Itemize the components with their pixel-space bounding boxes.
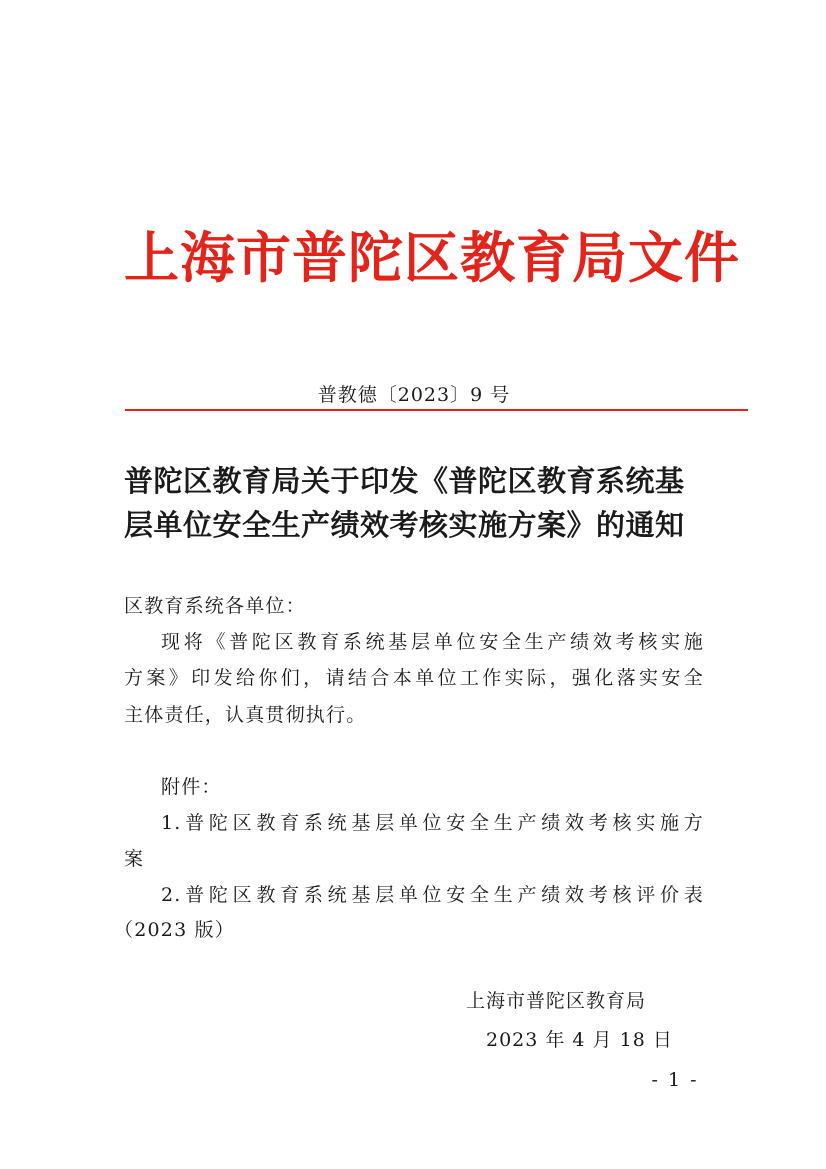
signature-organization: 上海市普陀区教育局 xyxy=(466,990,647,1012)
salutation: 区教育系统各单位： xyxy=(124,595,306,617)
attachment-item-1-line-1: 1.普陀区教育系统基层单位安全生产绩效考核实施方 xyxy=(161,812,704,834)
red-separator-line xyxy=(125,409,748,411)
attachments-heading: 附件： xyxy=(161,776,222,798)
notice-title-line-2: 层单位安全生产绩效考核实施方案》的通知 xyxy=(124,508,685,542)
signature-date: 2023 年 4 月 18 日 xyxy=(486,1029,673,1051)
body-line-3: 主体责任，认真贯彻执行。 xyxy=(124,704,367,726)
body-line-2: 方案》印发给你们，请结合本单位工作实际，强化落实安全 xyxy=(124,667,704,689)
letterhead-title: 上海市普陀区教育局文件 xyxy=(124,225,741,290)
body-line-1: 现将《普陀区教育系统基层单位安全生产绩效考核实施 xyxy=(161,631,704,653)
attachment-item-2-line-2: （2023 版） xyxy=(114,919,235,941)
notice-title-line-1: 普陀区教育局关于印发《普陀区教育系统基 xyxy=(124,464,685,498)
document-number: 普教德〔2023〕9 号 xyxy=(317,384,511,406)
attachment-item-1-line-2: 案 xyxy=(124,848,145,870)
attachment-item-2-line-1: 2.普陀区教育系统基层单位安全生产绩效考核评价表 xyxy=(161,884,704,906)
page-number: - 1 - xyxy=(651,1069,699,1091)
